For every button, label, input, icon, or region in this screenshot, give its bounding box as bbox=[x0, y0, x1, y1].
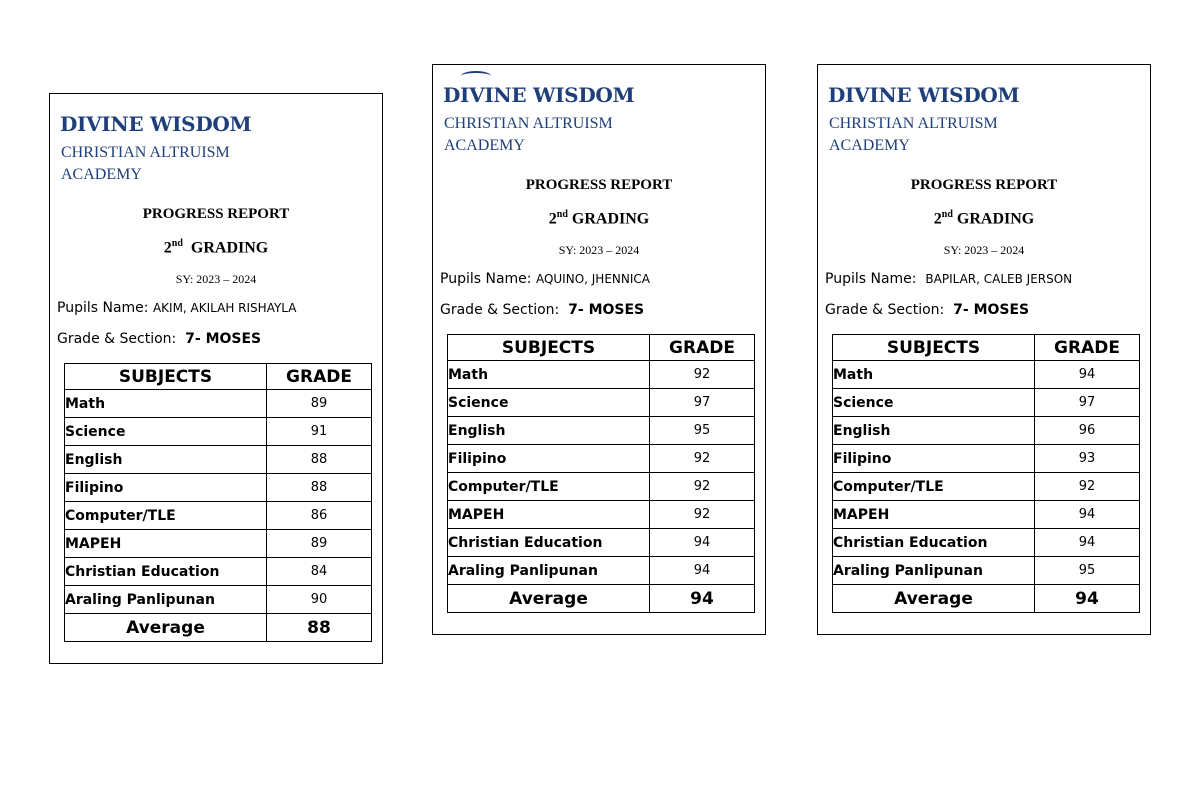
school-subtitle bbox=[61, 142, 230, 186]
subject-name: Computer/TLE bbox=[833, 473, 1035, 501]
average-value: 88 bbox=[267, 614, 372, 642]
table-row bbox=[833, 445, 1140, 473]
subject-grade: 92 bbox=[650, 361, 755, 389]
average-row bbox=[833, 585, 1140, 613]
subject-grade: 93 bbox=[1035, 445, 1140, 473]
school-subtitle-line1: CHRISTIAN ALTRUISM bbox=[444, 115, 613, 132]
table-row bbox=[65, 502, 372, 530]
table-row bbox=[448, 389, 755, 417]
table-row bbox=[448, 501, 755, 529]
subject-name: Computer/TLE bbox=[65, 502, 267, 530]
subjects-header: SUBJECTS bbox=[448, 335, 650, 361]
table-header-row bbox=[65, 364, 372, 390]
subject-name: Araling Panlipunan bbox=[65, 586, 267, 614]
grade-section-value: 7- MOSES bbox=[568, 302, 645, 318]
pupil-name: AKIM, AKILAH RISHAYLA bbox=[152, 301, 297, 315]
school-subtitle bbox=[829, 113, 998, 157]
pupil-name-line bbox=[440, 271, 650, 287]
grading-word: GRADING bbox=[571, 210, 650, 228]
school-year: SY: 2023 – 2024 bbox=[943, 243, 1025, 257]
grading-word: GRADING bbox=[956, 210, 1035, 228]
subject-grade: 94 bbox=[1035, 529, 1140, 557]
pupil-name: AQUINO, JHENNICA bbox=[535, 272, 650, 286]
table-row bbox=[833, 417, 1140, 445]
school-logo-fragment bbox=[461, 71, 491, 81]
table-row bbox=[448, 445, 755, 473]
pupil-name-label: Pupils Name: bbox=[440, 271, 532, 287]
report-title: PROGRESS REPORT bbox=[525, 177, 673, 193]
subject-grade: 88 bbox=[267, 474, 372, 502]
grading-number: 2 bbox=[933, 210, 942, 228]
report-title: PROGRESS REPORT bbox=[142, 206, 290, 222]
school-name: DIVINE WISDOM bbox=[60, 112, 252, 136]
subject-grade: 96 bbox=[1035, 417, 1140, 445]
table-row bbox=[833, 361, 1140, 389]
subject-grade: 90 bbox=[267, 586, 372, 614]
table-row bbox=[833, 389, 1140, 417]
school-subtitle-line2: ACADEMY bbox=[829, 137, 910, 154]
school-year: SY: 2023 – 2024 bbox=[558, 243, 640, 257]
grade-section-label: Grade & Section: bbox=[825, 302, 945, 318]
grade-section-label: Grade & Section: bbox=[440, 302, 560, 318]
grading-word: GRADING bbox=[190, 239, 269, 257]
subject-name: Christian Education bbox=[833, 529, 1035, 557]
subjects-header: SUBJECTS bbox=[65, 364, 267, 390]
subject-name: English bbox=[448, 417, 650, 445]
grade-section-line bbox=[440, 302, 644, 318]
subject-grade: 97 bbox=[650, 389, 755, 417]
average-label: Average bbox=[65, 614, 267, 642]
table-row bbox=[448, 473, 755, 501]
subject-grade: 86 bbox=[267, 502, 372, 530]
pupil-name-line bbox=[57, 300, 296, 316]
school-subtitle-line2: ACADEMY bbox=[444, 137, 525, 154]
subject-name: Christian Education bbox=[448, 529, 650, 557]
school-year: SY: 2023 – 2024 bbox=[175, 272, 257, 286]
grading-period bbox=[818, 209, 1150, 228]
grade-section-line bbox=[57, 331, 261, 347]
grade-header: GRADE bbox=[267, 364, 372, 390]
average-row bbox=[448, 585, 755, 613]
grades-table bbox=[832, 334, 1140, 613]
subject-grade: 91 bbox=[267, 418, 372, 446]
grade-section-label: Grade & Section: bbox=[57, 331, 177, 347]
grades-table bbox=[64, 363, 372, 642]
school-subtitle-line1: CHRISTIAN ALTRUISM bbox=[61, 144, 230, 161]
table-row bbox=[833, 529, 1140, 557]
table-row bbox=[833, 557, 1140, 585]
table-row bbox=[65, 446, 372, 474]
average-value: 94 bbox=[650, 585, 755, 613]
subject-name: Araling Panlipunan bbox=[448, 557, 650, 585]
school-name: DIVINE WISDOM bbox=[828, 83, 1020, 107]
subject-grade: 95 bbox=[1035, 557, 1140, 585]
subject-grade: 84 bbox=[267, 558, 372, 586]
table-row bbox=[448, 557, 755, 585]
subject-grade: 89 bbox=[267, 530, 372, 558]
report-card-1 bbox=[49, 93, 383, 664]
table-row bbox=[65, 390, 372, 418]
subject-name: MAPEH bbox=[833, 501, 1035, 529]
table-row bbox=[65, 586, 372, 614]
subject-grade: 92 bbox=[650, 501, 755, 529]
subject-grade: 89 bbox=[267, 390, 372, 418]
subject-grade: 92 bbox=[650, 473, 755, 501]
subject-name: Science bbox=[833, 389, 1035, 417]
subject-name: MAPEH bbox=[65, 530, 267, 558]
table-header-row bbox=[833, 335, 1140, 361]
table-row bbox=[65, 530, 372, 558]
subject-grade: 94 bbox=[650, 529, 755, 557]
average-label: Average bbox=[448, 585, 650, 613]
subject-name: Math bbox=[65, 390, 267, 418]
grading-suffix: nd bbox=[941, 209, 953, 220]
subject-name: English bbox=[65, 446, 267, 474]
subject-name: Math bbox=[833, 361, 1035, 389]
subject-grade: 95 bbox=[650, 417, 755, 445]
grade-header: GRADE bbox=[650, 335, 755, 361]
school-name: DIVINE WISDOM bbox=[443, 83, 635, 107]
school-subtitle-line1: CHRISTIAN ALTRUISM bbox=[829, 115, 998, 132]
table-row bbox=[65, 558, 372, 586]
grade-section-line bbox=[825, 302, 1029, 318]
pupil-name: BAPILAR, CALEB JERSON bbox=[925, 272, 1073, 286]
subject-name: MAPEH bbox=[448, 501, 650, 529]
subject-name: Math bbox=[448, 361, 650, 389]
subject-name: Christian Education bbox=[65, 558, 267, 586]
pupil-name-label: Pupils Name: bbox=[57, 300, 149, 316]
subject-grade: 97 bbox=[1035, 389, 1140, 417]
report-card-3 bbox=[817, 64, 1151, 635]
subject-grade: 94 bbox=[1035, 361, 1140, 389]
subject-grade: 92 bbox=[1035, 473, 1140, 501]
school-subtitle bbox=[444, 113, 613, 157]
grade-section-value: 7- MOSES bbox=[953, 302, 1030, 318]
table-row bbox=[448, 361, 755, 389]
grade-section-value: 7- MOSES bbox=[185, 331, 262, 347]
subject-name: Araling Panlipunan bbox=[833, 557, 1035, 585]
grading-period bbox=[433, 209, 765, 228]
grading-period bbox=[50, 238, 382, 257]
grades-table bbox=[447, 334, 755, 613]
table-row bbox=[65, 418, 372, 446]
grading-suffix: nd bbox=[556, 209, 568, 220]
table-row bbox=[448, 417, 755, 445]
subject-grade: 92 bbox=[650, 445, 755, 473]
subject-grade: 88 bbox=[267, 446, 372, 474]
pupil-name-label: Pupils Name: bbox=[825, 271, 917, 287]
table-row bbox=[448, 529, 755, 557]
subjects-header: SUBJECTS bbox=[833, 335, 1035, 361]
grading-number: 2 bbox=[548, 210, 557, 228]
report-title: PROGRESS REPORT bbox=[910, 177, 1058, 193]
subject-name: Science bbox=[448, 389, 650, 417]
grading-suffix: nd bbox=[171, 238, 183, 249]
table-row bbox=[833, 473, 1140, 501]
average-row bbox=[65, 614, 372, 642]
subject-name: Computer/TLE bbox=[448, 473, 650, 501]
subject-name: English bbox=[833, 417, 1035, 445]
subject-name: Filipino bbox=[448, 445, 650, 473]
table-row bbox=[833, 501, 1140, 529]
school-subtitle-line2: ACADEMY bbox=[61, 166, 142, 183]
grade-header: GRADE bbox=[1035, 335, 1140, 361]
pupil-name-line bbox=[825, 271, 1072, 287]
subject-grade: 94 bbox=[650, 557, 755, 585]
table-header-row bbox=[448, 335, 755, 361]
table-row bbox=[65, 474, 372, 502]
subject-name: Filipino bbox=[833, 445, 1035, 473]
subject-name: Science bbox=[65, 418, 267, 446]
subject-name: Filipino bbox=[65, 474, 267, 502]
grading-number: 2 bbox=[163, 239, 172, 257]
report-card-2 bbox=[432, 64, 766, 635]
average-value: 94 bbox=[1035, 585, 1140, 613]
average-label: Average bbox=[833, 585, 1035, 613]
subject-grade: 94 bbox=[1035, 501, 1140, 529]
